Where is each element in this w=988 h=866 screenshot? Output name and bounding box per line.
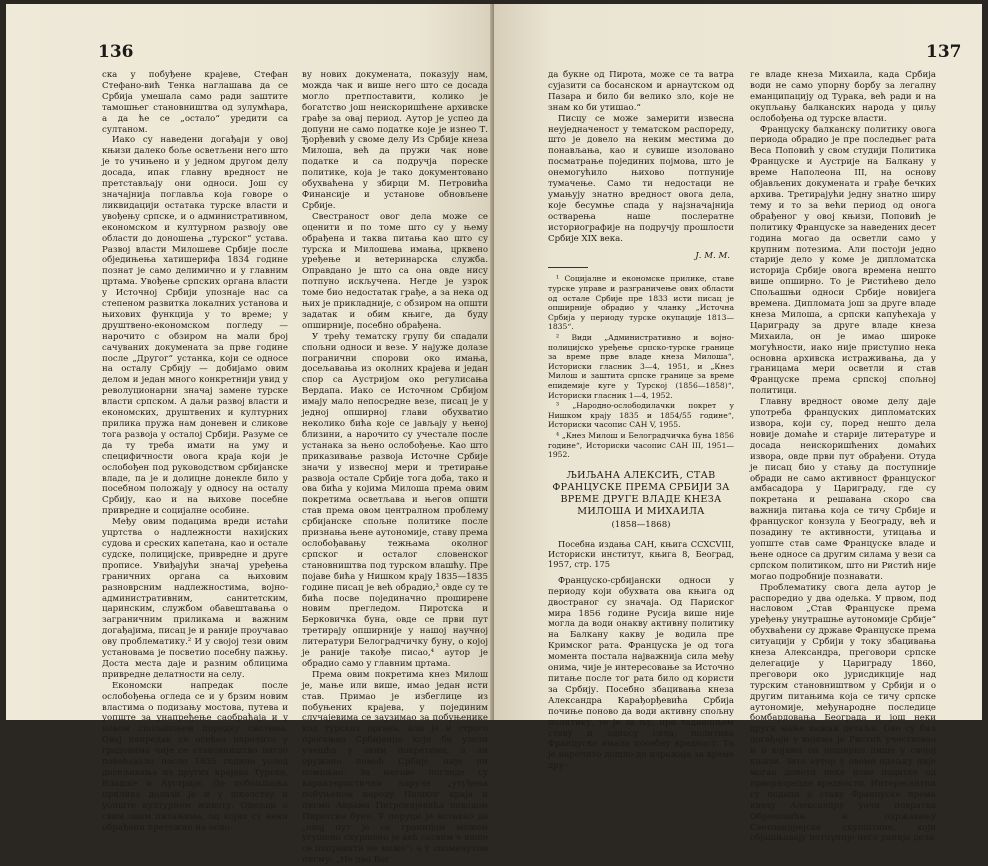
paragraph: Свестраност овог дела може се оценити и по томе што су у њему обрађена и таква питања као што су турска и Милошева имања, црквено уређење и ветеринарска служба. Оправдано је што са она овде нису потпуно искључена. Негде је узрок томе био недостатак грађе, а за нека од њих је прикладније, с обзиром на општи задатак и обим књиге, да буду опширније, посебно обрађена.	[302, 211, 488, 331]
right-page	[494, 4, 982, 844]
paragraph: У трећу тематску групу би спадали спољни односи и везе. У најуже долазе погранични спорови око имања, досељавања из околних крајева и један спор са Аустријом око регулисања Вердапа. Иако се Источном Србијом имају мало непосредне везе, писац је у једној опширној глави обухватио неколико бића које се јављају у њеној близини, а нарочито су учестале после устанака за њено ослобођење. Као што приказивање развоја Источне Србије значи у извесној мери и третирање развоја остале Србије тога доба, тако и ова бића у којима Милоша према овим покретима осветљава и његов општи став према овом централном проблему србијанске спољне политике после признања њене аутономије, ставу према ослобођавању тежњама околног српског и осталог словенског становништва под турском влашћу. Пре појаве бића у Нишком крају 1835—1835 године писац је већ обрадио,³ овде су те бића посве појединачно проширене новим прегледом. Пиротска и Берковичка буна, овде се први пут третирају опширније у нашој научној литератури Белоградчичку буну, о којој је раније такође писао,⁴ аутор је обрадио само у главним цртама.	[302, 331, 488, 669]
footnote: ⁴ „Кнез Милош и Белоградчичка буна 1856 године“, Историски часопис САН III, 1951—1952.	[548, 430, 734, 460]
page-number-left: 136	[98, 42, 134, 62]
paragraph: Француску балканску политику овога периода обрадио је пре последњег рата Веса Поповић у свом студији Политика Француске и Аустрије на Балкану у време Наполеона III, на основу објављених докумената и грађе бечких архива. Третирајући једну знатно ширу тему и то за већи период од онога обрађеног у овој књизи, Поповић је политику Француске за наведених десет година могао да осветли само у крупним потезима. Али постоји једно старије дело у коме је дипломатска историја Србије овога времена нешто више опширно. То је Ристићево дело Спољашњи односи Србије новијега времена. Дипломата још за друге владе кнеза Милоша, а српски капућехаја у Цариграду за друге владе кнеза Михаила, он је имао широке могућности, иако није приступио нека основна архивска истраживања, да у границама мери осветли и став Француске према српској спољној политици.	[750, 124, 936, 397]
left-page	[6, 4, 494, 866]
right-column-2	[750, 70, 936, 844]
paragraph: Писцу се може замерити извесна неуједначеност у тематском распореду, што је довело на неким местима до понављања, као и сувише изоловано посматрање појединих појмова, што је онемогућило њихово потпуније тумачење. Само ти недостаци не умањују знатно вредност овога дела, које бесумње спада у најзначајнија остварења наше послератне историографије на подручју прошлости Србије XIX века.	[548, 113, 734, 244]
footnotes	[548, 274, 734, 459]
page-number-right: 137	[926, 42, 962, 62]
paragraph: да букне од Пирота, може се та ватра сујазити са босанском и арнаутском од Пазара и било би велико зло, које не знам ко би утишао.“	[548, 70, 734, 113]
paragraph: Француско-србијански односи у периоду који обухвата ова књига од двостраног су значаја. Од Париског мира 1856 године Русија више није могла да води онакву активну политику на Балкану какву је водила пре Кримског рата. Француска је од тога момента постала најважнија сила међу онима, чије је интересовање за Источно питање после тог рата било од користи за Србију. Посебно збацивања кнеза Александра Карађорђевића Србија почиње поново да води активну спољну политику, те је за њу, при таданшњем ставу и односу сила, политика Француске имала посебну вредност. То је нарочито дошло до изражаја за време дру-	[548, 575, 734, 772]
paragraph: Међу овим подацима вреди истаћи уцртства о надлежности нахијских судова и среских капетана, као и остале судске, полицијске, привредне и друге прописе. Увиђајући значај уређења граничних органа са њиховим разноврсним надлежностима, војно-административним, санитетским, царинским, службом обавештавања о заграничним приликама и важним догађајима, писац је и раније проучавао ову проблематику.² И у својој тези овим установама је посветио посебну пажњу. Доста места даје и разним облицима привредне делатности на селу.	[102, 517, 288, 680]
paragraph: Главну вредност овоме делу даје употреба француских дипломатских извора, који су, поред нешто дела новије домаће и старије литературе и досада неискоришћених домаћих извора, овде први пут обрађени. Отуда је писац био у стању да поступније обради не само активност француског амбасадора у Цариграду, где су покретана и решавана скоро сва важнија питања која се тичу Србије и француског конзула у Београду, већ и позадину те активности, утицања и уопште став саме Француске владе и њене односе са другим силама у вези са српском политиком, што ни Ристић није могао подробније познавати.	[750, 397, 936, 582]
paragraph: Економски напредак после ослобођења огледа се и у брзим новим властима о подизању мостова, путева и уопште за унапређење саобраћаја и у новом спољашњем поредку система. Овај напредак се осећао нарочито у градовима чије се становништво нагло повећавало после 1835 године услед досељавања из других крајева Турске, Влашке и Аустрије. До побољшања прилика долази је и у школству и уопште културном животу. Одељци о свим овим питањима, од којих су неки обрађени претежно на осно-	[102, 680, 288, 833]
paragraph: Иако су наведени догађаји у овој књизи далеко боље осветљени него што је то учињено и у једном другом делу досада, ипак главну вредност не претстављају они односи. Још су значајнија поглавља која говоре о ликвидацији остатака турске власти и увођењу српске, и о административном, економском и културном развоју ове области до доношења „турског“ устава. Развој власти Милошеве Србије после обједињења хатишерифа 1834 године познат је само делимично и у главним цртама. Увођење српских органа власти у Источној Србији упознаје нас са степеном развитка локалних установа и њихових функција у то време; у друштвено-економском погледу — нарочито с обзиром на мали број сачуваних докумената за прве године после „Другог“ устанка, који се односе на осталу Србију — добијамо овим делом и један много конкретнији увид у револуционарни значај замене турске власти српском. А даљи развој власти и економских, друштвених и културних прилика пружа нам доневен и сликове тога развоја у осталој Србији. Разуме се да ту треба имати на уму и специфичности овога краја који је ослобођен под руководством србијанске владе, па је и долицне донекле било у посебном положају у односу на осталу Србију, као и на њихове посебне привредне и социјалне особине.	[102, 135, 288, 517]
review-heading-years: (1858—1868)	[611, 519, 671, 530]
footnote: ² Види „Административно и војно-полицијско уређење српско-турске границе за време прве владе кнеза Милоша“, Историски гласник 3—4, 1951, и „Кнез Милош и заштита српске границе за време епидемије куге у Турској (1856—1858)“, Историски гласник 1—4, 1952.	[548, 332, 734, 400]
right-column-1	[548, 70, 734, 772]
paragraph: Проблематику свога дела аутор је распоредио у два одељка. У првом, под насловом „Став Француске према уређењу унутрашње аутономије Србије“ обухваћени су државе Француске према ситуацији у Србији у току збацивања кнеза Александра, преговори српске делегације у Цариграду 1860, преговори око јурисдикције над турским становништвом у Србији и о другим питањима која се тичу српске аутономије, међународне последице бомбардовања Београда и још неки други мање важни детаљи. Ово су бил догађаји у којима је Ристић учествовао и о којима он опширно пише у својој књизи. Зато аутор у овоме одељку није могао донети неке нове податке од прворазредне вредности. Интересантни су подаци о ставу Француске према кнезу Александру уочи повратка Обреновића и одржавању Светоандрејске скупштине, који објашњавају потпуније него ранија дела	[750, 582, 936, 844]
review-heading: ЉИЉАНА АЛЕКСИЋ, СТАВ ФРАНЦУСКЕ ПРЕМА СРБИЈИ ЗА ВРЕМЕ ДРУГЕ ВЛАДЕ КНЕЗА МИЛОША И МИХАИЛА	[552, 469, 730, 517]
paragraph: ска у побуђене крајеве, Стефан Стефано-вић Тенка наглашава да се Србија умешала само ради заштите тамошњег становништва од зулумћара, а да ће се „остало“ уредити са султаном.	[102, 70, 288, 135]
paragraph: ву нових докумената, показују нам, можда чак и више него што се досада могло претпоставити, колико је богатство још неискоришћене архивске грађе за овај период. Аутор је успео да допуни не само податке које је изнео Т. Ђорђевић у своме делу Из Србије кнеза Милоша, већ да пружи чак нове податке и са подручја пореске политике, која је тако документовано обухваћена у збирци М. Петровића Финансије и установе обновљене Србије.	[302, 70, 488, 211]
paragraph: ге владе кнеза Михаила, када Србија води не само упорну борбу за легалну еманципацију од Турака, већ ради и на окупљању балканских народа у циљу ослобођења од турске власти.	[750, 70, 936, 124]
left-column-2	[302, 70, 488, 866]
footnote-rule	[548, 267, 588, 268]
paragraph: Према овим покретима кнез Милош је, мање или више, имао један исти став. Примао је избеглице из побуњених крајева, у појединим случајевима се заузимао за побуњенике код турских органа, али је и строго прогањао Србијанце који би узели учешћа у овим покретима, а ли оружано помоћ Србије није ни помињао. За његове погледе су карактеристични наруча „утуђена побуњеном народу Нишког краја и писмо Аврама Петронијевића поводом Пиротске буне. У поруци је истакао да „овај пут је са границом можом угушено скуршено је већ сасвим е више се поправити не може“; а у споменутом писму: „Не дао Бог	[302, 669, 488, 866]
left-column-1	[102, 70, 288, 833]
review-signature: Ј. М. М.	[695, 250, 730, 261]
book-spread	[6, 4, 982, 866]
footnote: ¹ Социјалне и економске прилике, ставе турске управе и разграничење ових области од остале Србије пре 1833 исти писац је опширније обрадио у чланку „Источна Србија у периоду турске окупације 1813—1835“.	[548, 274, 734, 332]
publication-info: Посебна издања САН, књига CCXCVIII, Историски институт, књига 8, Београд, 1957, стр. 175	[548, 538, 734, 570]
footnote: ³ „Народно-ослободилачки покрет у Нишком крају 1835 и 1854/55 године“, Историски часопис САН V, 1955.	[548, 401, 734, 430]
